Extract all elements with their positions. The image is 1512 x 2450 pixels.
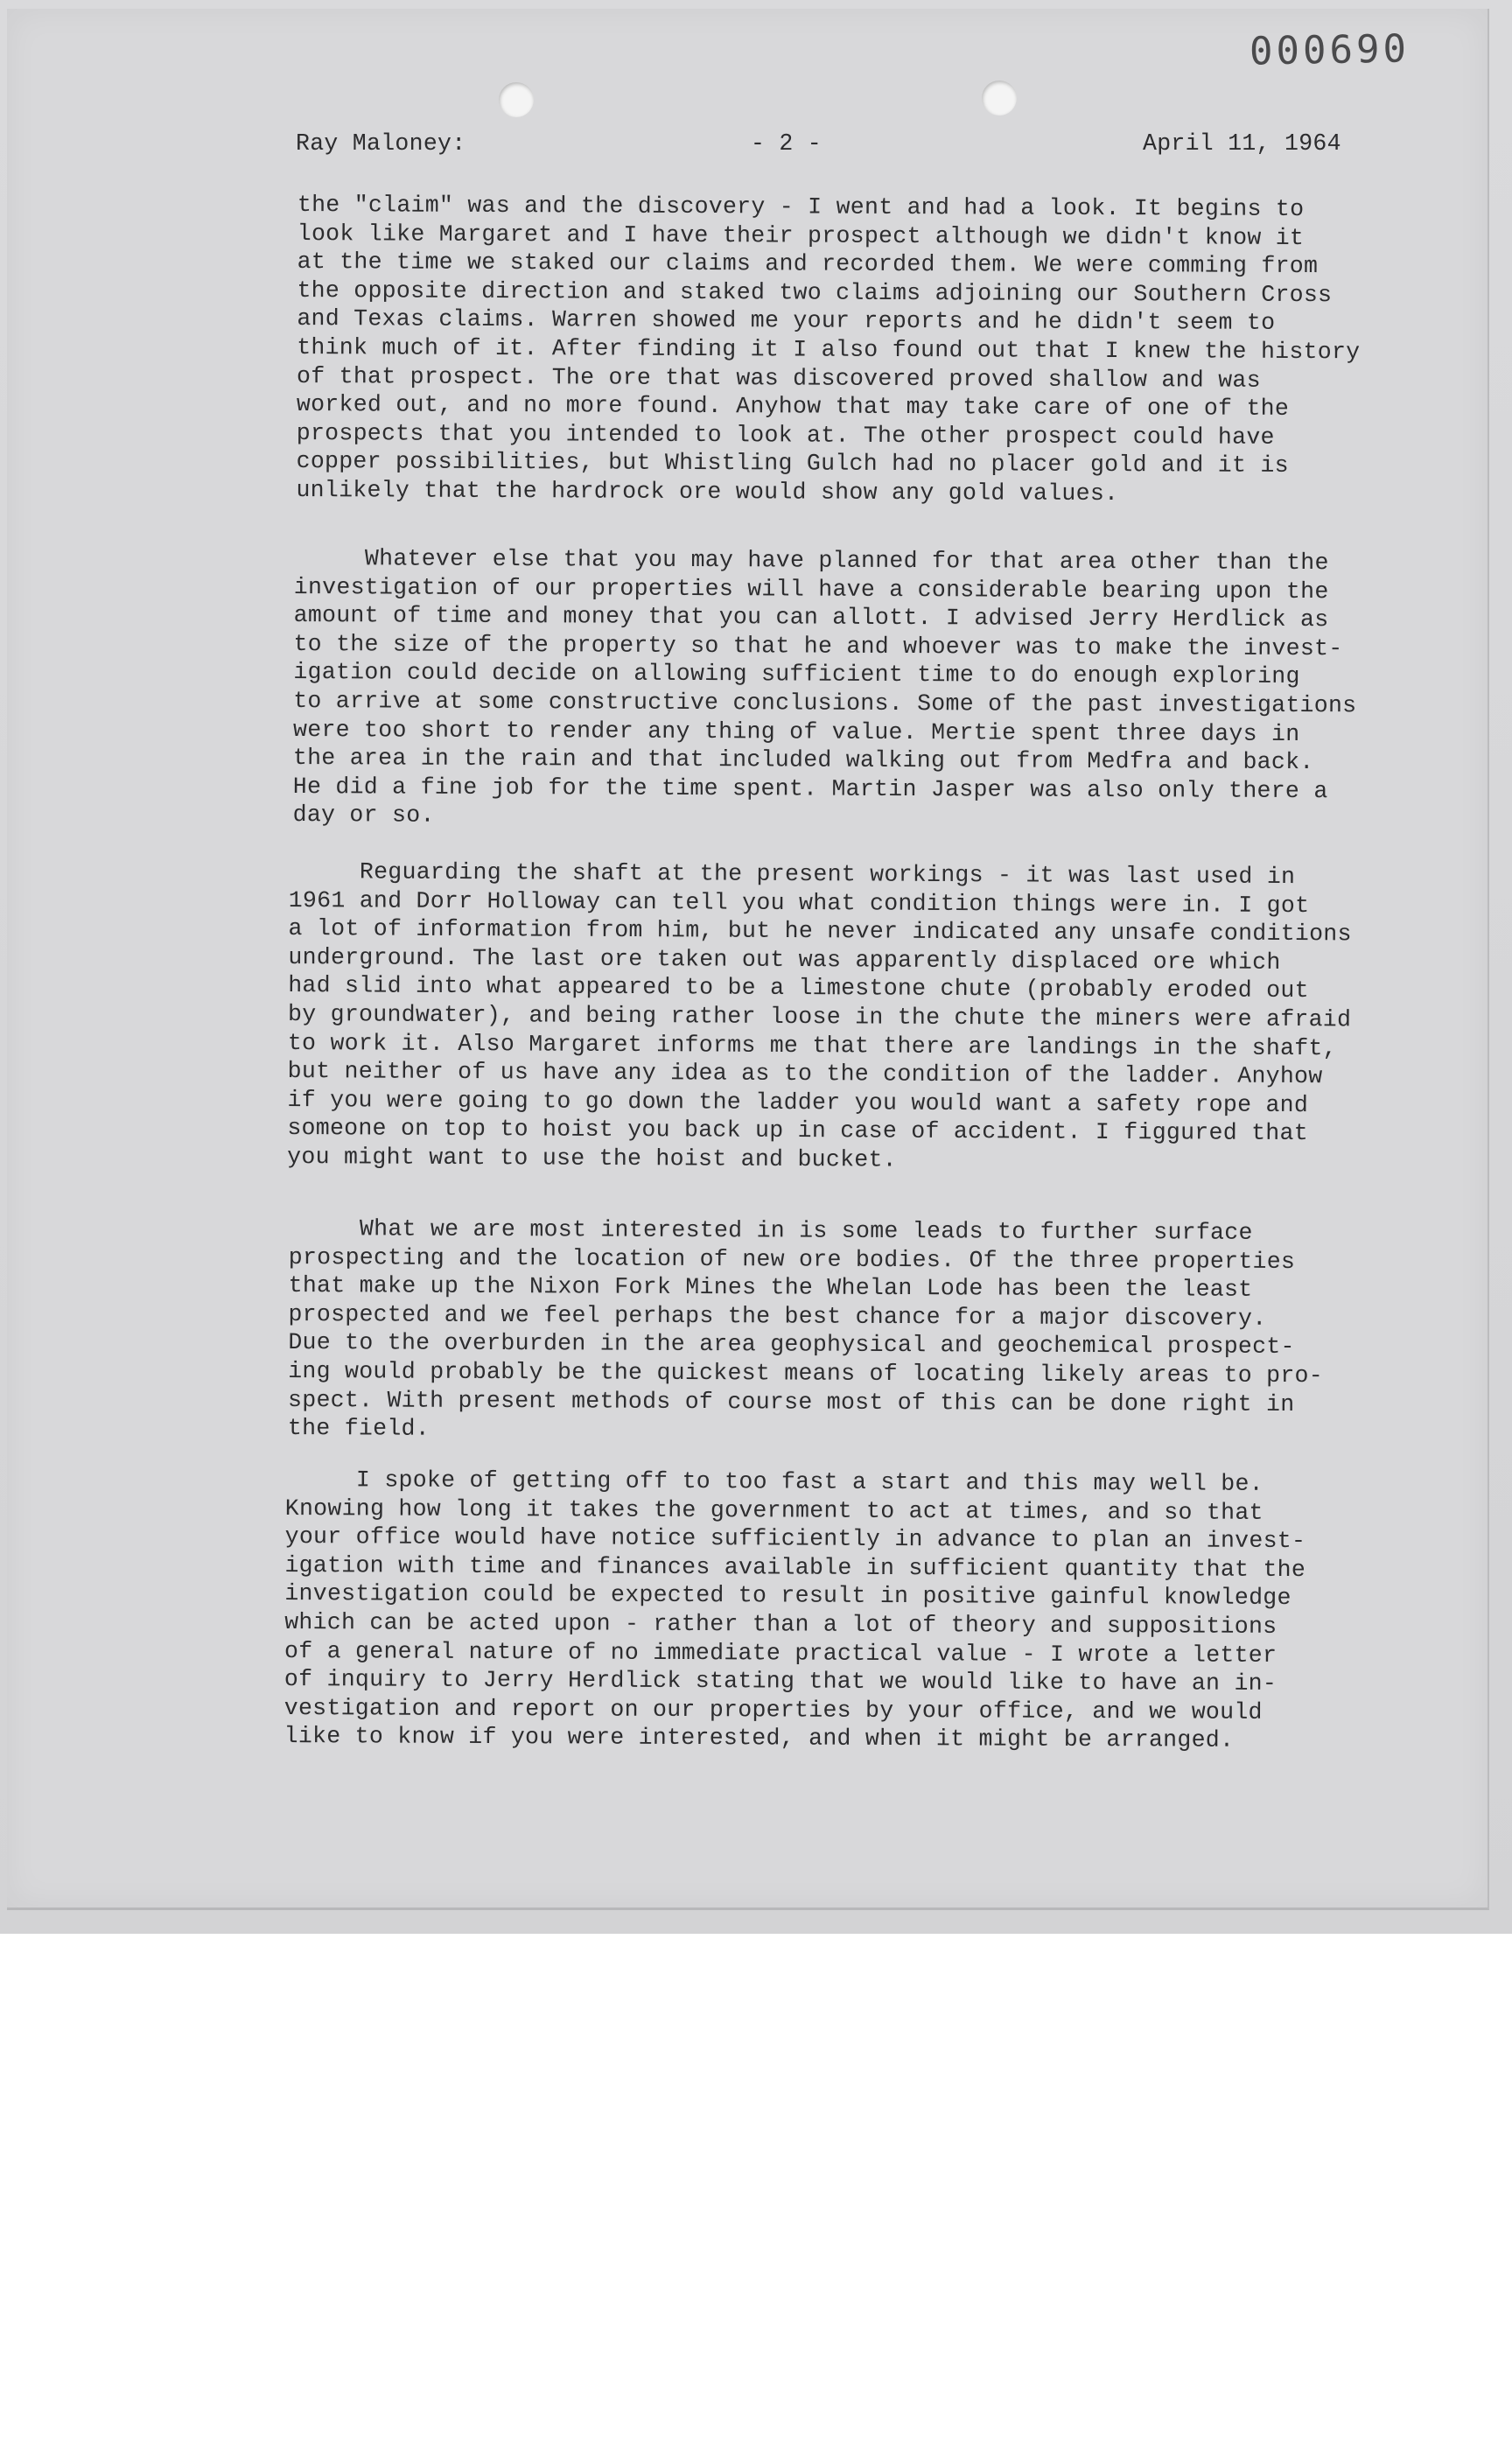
punch-hole-left bbox=[499, 82, 534, 117]
paragraph-inquiry-letter: I spoke of getting off to too fast a start and this may well be. Knowing how long it takes the government to act at times, and so that your office would have notice sufficiently in advance to plan an invest- igation with time and finances available in sufficient quantity that the investigation could be expected to result in positive gainful knowledge which can be acted upon - rather than a lot of theory and suppositions of a general nature of no immediate practical value - I wrote a letter of inquiry to Jerry Herdlick stating that we would like to have an in- vestigation and report on our properties by your office, and we would like to know if you were interested, and when it might be arranged. bbox=[284, 1466, 1306, 1754]
header-recipient: Ray Maloney: bbox=[296, 130, 466, 157]
header-date: April 11, 1964 bbox=[1143, 130, 1341, 157]
paragraph-surface-prospecting: What we are most interested in is some leads to further surface prospecting and the location of new ore bodies. Of the three properties that make up the Nixon Fork Mines the Whelan Lode has been the least prospected and we feel perhaps the best chance for a major discovery. Due to the overburden in the area geophysical and geochemical prospect- ing would probably be the quickest means of locating likely areas to pro- spect. With present methods of course most of this can be done right in the field. bbox=[287, 1215, 1324, 1442]
paragraph-shaft-workings: Reguarding the shaft at the present workings - it was last used in 1961 and Dorr Holloway can tell you what condition things were in. I got a lot of information from him, but he never indicated any unsafe conditions underground. The last ore taken out was apparently displaced ore which had slid into what appeared to be a limestone chute (probably eroded out by groundwater), and being rather loose in the chute the miners were afraid to work it. Also Margaret informs me that there are landings in the shaft, but neither of us have any idea as to the condition of the ladder. Anyhow if you were going to go down the ladder you would want a safety rope and someone on top to hoist you back up in case of accident. I figgured that you might want to use the hoist and bucket. bbox=[287, 858, 1352, 1173]
paragraph-claim-discovery: the "claim" was and the discovery - I went and had a look. It begins to look like Margaret and I have their prospect although we didn't know it at the time we staked our claims and recorded them. We were comming from the opposite direction and staked two claims adjoining our Southern Cross and Texas claims. Warren showed me your reports and he didn't seem to think much of it. After finding it I also found out that I knew the history of that prospect. The ore that was discovered proved shallow and was worked out, and no more found. Anyhow that may take care of one of the prospects that you intended to look at. The other prospect could have copper possibilities, but Whistling Gulch had no placer gold and it is unlikely that the hardrock ore would show any gold values. bbox=[296, 191, 1361, 508]
punch-hole-right bbox=[982, 80, 1017, 116]
header-page-number: - 2 - bbox=[751, 130, 822, 157]
letter-sheet bbox=[7, 9, 1489, 1910]
document-stamp-number: 000690 bbox=[1249, 26, 1410, 74]
letter-header bbox=[296, 130, 1346, 161]
paragraph-investigation-time: Whatever else that you may have planned for that area other than the investigation of our properties will have a considerable bearing upon the amount of time and money that you can allott. I advised Jerry Herdlick as to the size of the property so that he and whoever was to make the invest- igation could decide on allowing sufficient time to do enough exploring to arrive at some constructive conclusions. Some of the past investigations were too short to render any thing of value. Mertie spent three days in the area in the rain and that included walking out from Medfra and back. He did a fine job for the time spent. Martin Jasper was also only there a day or so. bbox=[292, 545, 1357, 830]
